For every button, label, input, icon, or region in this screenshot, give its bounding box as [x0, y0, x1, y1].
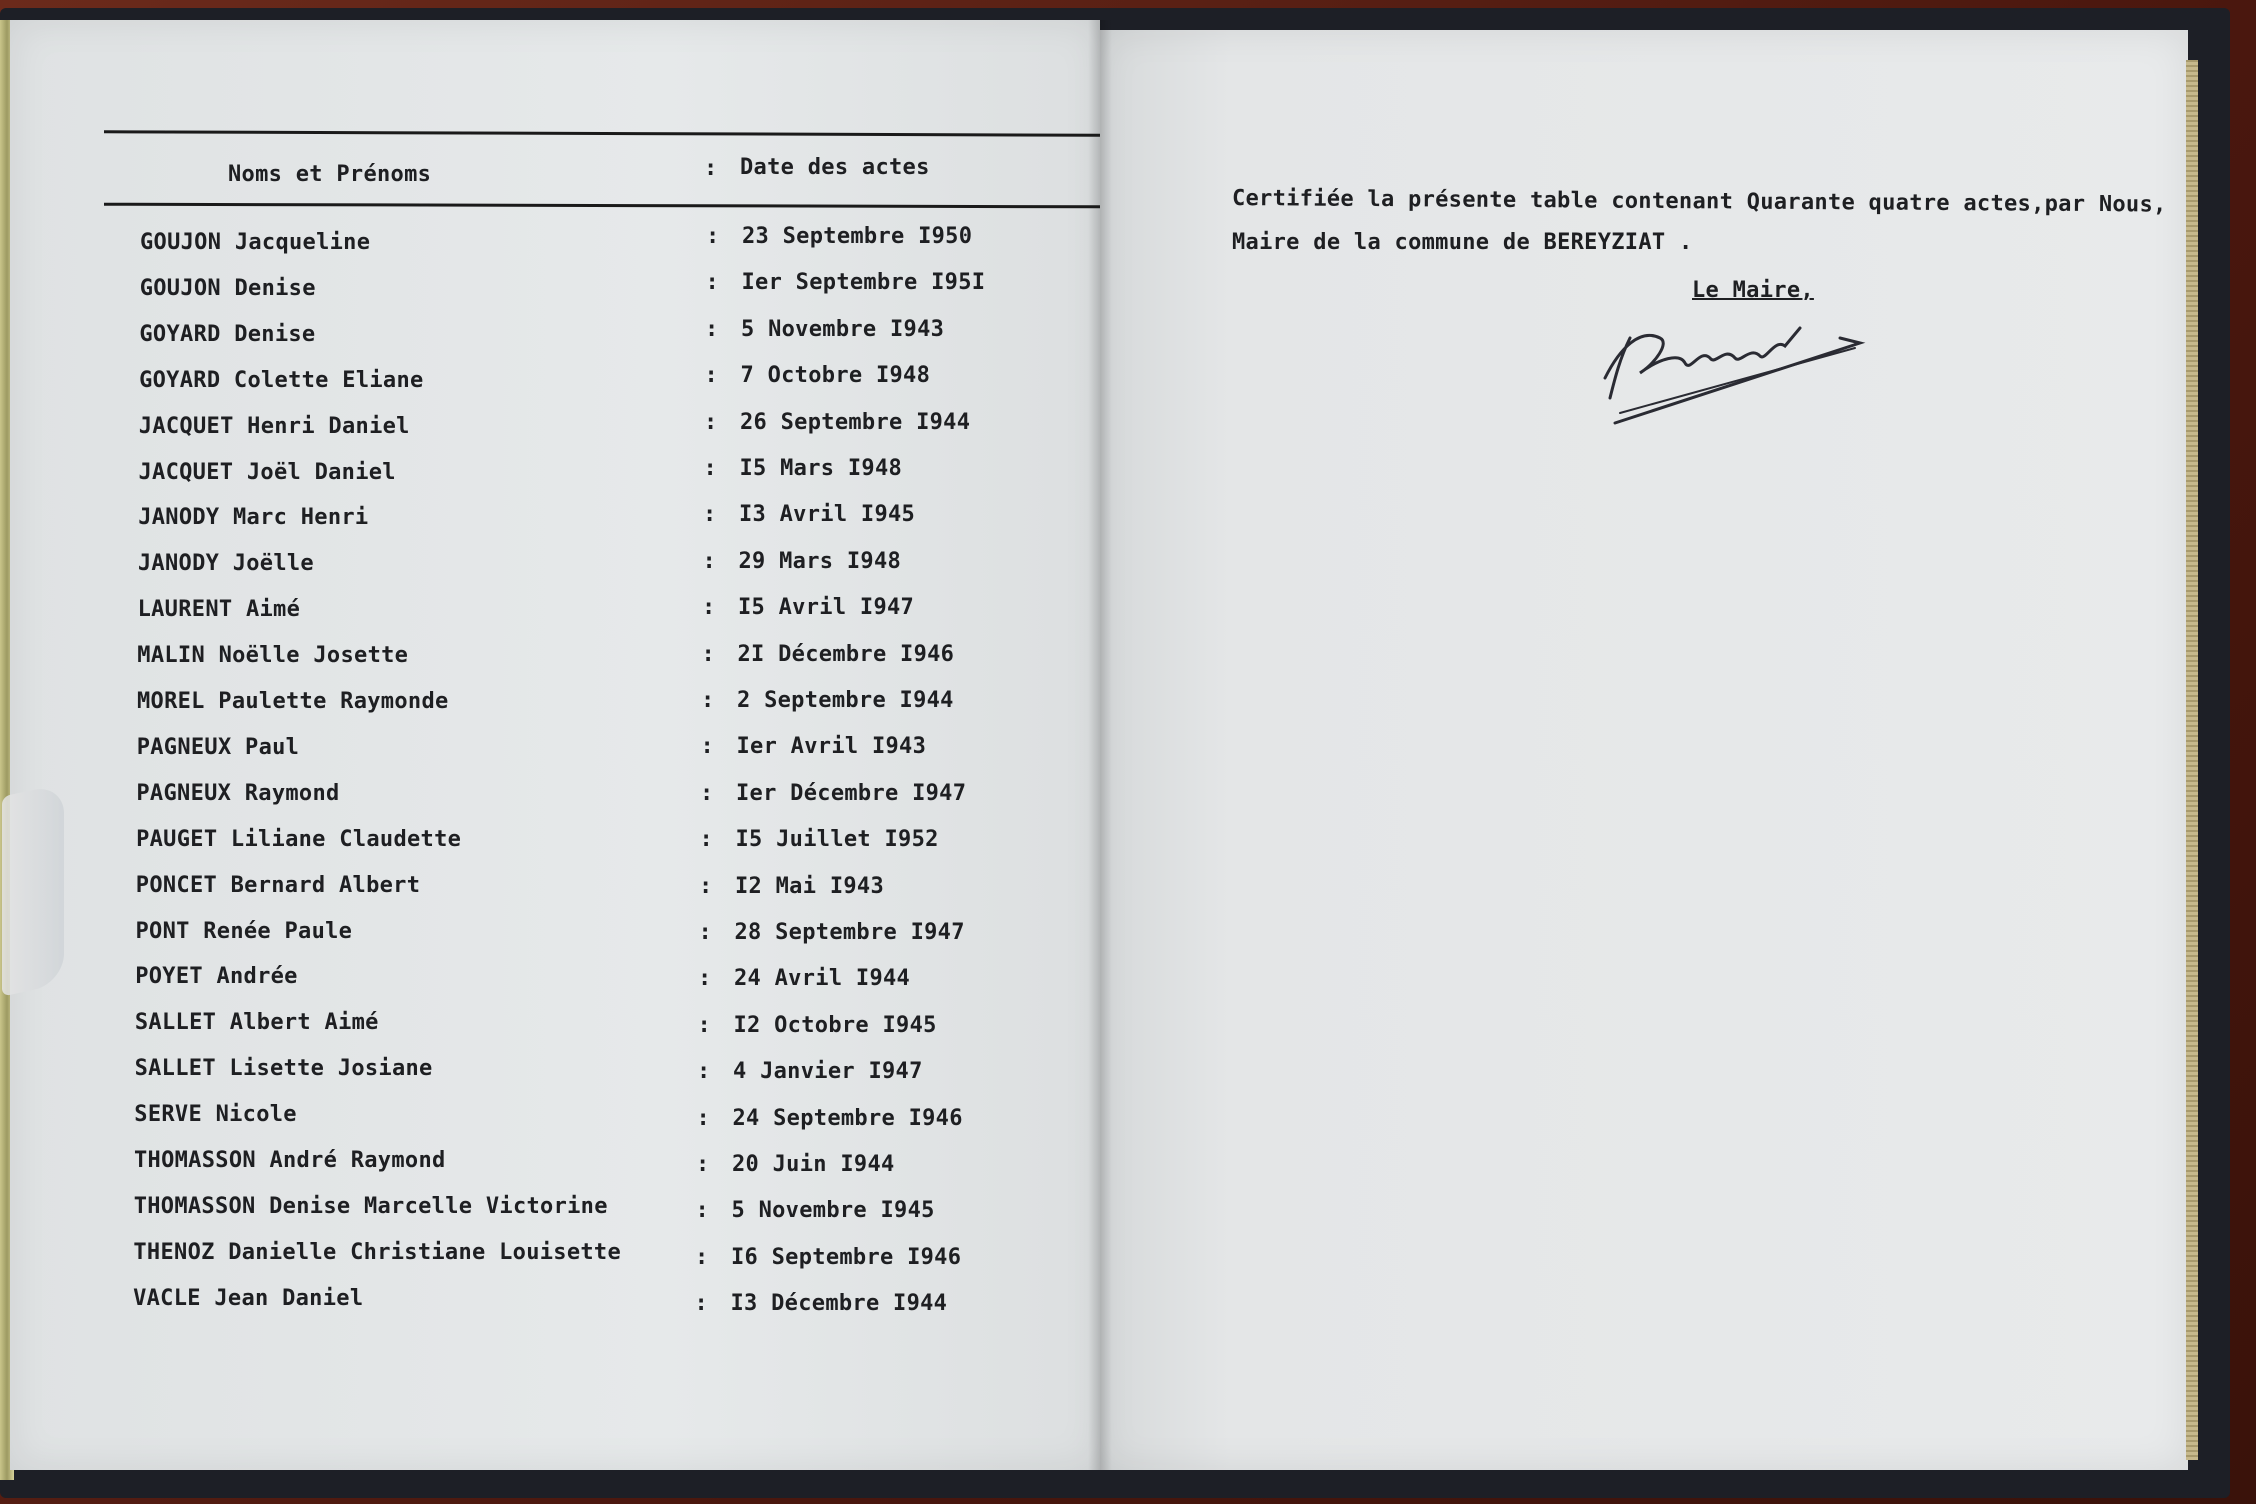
entry-date: 23 Septembre I950 [742, 224, 973, 249]
entry-date: 24 Avril I944 [734, 966, 911, 992]
entry-date: 28 Septembre I947 [734, 920, 965, 945]
entry-name: GOYARD Colette Eliane [139, 367, 424, 393]
entry-date: 7 Octobre I948 [740, 363, 931, 389]
entry-name: JACQUET Joël Daniel [138, 459, 396, 485]
entry-name: MALIN Noëlle Josette [137, 643, 409, 669]
entry-date: 2 Septembre I944 [737, 688, 954, 713]
entry-colon: : [705, 270, 719, 296]
entry-name: JACQUET Henri Daniel [138, 413, 410, 439]
entry-name: GOUJON Denise [139, 275, 316, 301]
entry-colon: : [702, 548, 716, 574]
entry-colon: : [695, 1198, 709, 1224]
entry-colon: : [703, 502, 717, 528]
entry-date: 24 Septembre I946 [732, 1105, 963, 1131]
entry-date: 5 Novembre I943 [741, 316, 945, 342]
entry-colon: : [700, 734, 714, 760]
entry-name: PAGNEUX Raymond [136, 780, 340, 806]
entry-name: GOUJON Jacqueline [140, 230, 371, 255]
entry-date: 5 Novembre I945 [731, 1198, 935, 1224]
entry-colon: : [704, 409, 718, 435]
certification-line-2: Maire de la commune de BEREYZIAT . [1232, 230, 1693, 255]
entry-colon: : [706, 224, 720, 249]
entry-name: POYET Andrée [135, 964, 298, 990]
entry-colon: : [703, 456, 717, 481]
entry-colon: : [701, 688, 715, 713]
entry-date: Ier Avril I943 [736, 734, 927, 760]
entry-name: SALLET Albert Aimé [134, 1010, 379, 1036]
entry-date: Ier Septembre I95I [741, 270, 986, 296]
entry-date: I3 Décembre I944 [730, 1291, 948, 1317]
entry-date: I5 Mars I948 [739, 456, 903, 481]
entry-name: PAUGET Liliane Claudette [136, 826, 462, 852]
entry-date: 2I Décembre I946 [737, 641, 955, 667]
entry-name: JANODY Joëlle [137, 551, 314, 577]
entry-colon: : [701, 641, 715, 667]
entry-name: PONT Renée Paule [135, 918, 353, 944]
header-names-label: Noms et Prénoms [228, 162, 432, 187]
entry-colon: : [700, 780, 714, 806]
signatory-label: Le Maire, [1692, 278, 1814, 303]
header-colon: : [704, 156, 718, 181]
entry-date: Ier Décembre I947 [736, 780, 967, 806]
entry-date: I3 Avril I945 [739, 502, 916, 528]
entry-name: MOREL Paulette Raymonde [137, 689, 449, 714]
entry-date: I5 Avril I947 [738, 595, 915, 621]
plastic-clip [2, 783, 64, 996]
entry-name: VACLE Jean Daniel [133, 1285, 364, 1311]
entry-name: THOMASSON Denise Marcelle Victorine [133, 1193, 608, 1219]
entry-colon: : [702, 595, 716, 621]
entry-colon: : [698, 966, 712, 992]
book-gutter [1088, 20, 1112, 1470]
entry-colon: : [697, 1059, 711, 1085]
entry-name: JANODY Marc Henri [138, 505, 369, 531]
entry-name: PAGNEUX Paul [136, 734, 300, 760]
entry-date: I2 Octobre I945 [733, 1012, 937, 1038]
entry-date: I6 Septembre I946 [731, 1244, 962, 1270]
entry-name: THENOZ Danielle Christiane Louisette [133, 1239, 622, 1265]
entry-colon: : [705, 316, 719, 342]
entry-date: I5 Juillet I952 [735, 827, 939, 853]
entry-name: SERVE Nicole [134, 1102, 297, 1128]
entry-date: I2 Mai I943 [735, 873, 884, 899]
entry-name: THOMASSON André Raymond [134, 1148, 446, 1173]
entry-date: 26 Septembre I944 [740, 409, 971, 435]
entry-colon: : [695, 1244, 709, 1270]
page-edges [2186, 60, 2198, 1460]
entry-colon: : [704, 363, 718, 389]
entry-date: 4 Janvier I947 [733, 1059, 923, 1085]
entry-date: 20 Juin I944 [732, 1152, 895, 1177]
header-dates-label: Date des actes [740, 155, 930, 180]
entry-name: SALLET Lisette Josiane [134, 1056, 433, 1082]
entry-name: LAURENT Aimé [137, 597, 301, 623]
entry-colon: : [698, 920, 712, 945]
entry-name: GOYARD Denise [139, 321, 316, 347]
entry-colon: : [696, 1152, 710, 1177]
entry-colon: : [699, 827, 713, 853]
entry-colon: : [694, 1291, 708, 1317]
entry-colon: : [697, 1012, 711, 1038]
entry-colon: : [699, 873, 713, 899]
entry-colon: : [696, 1105, 710, 1131]
certification-line-1: Certifiée la présente table contenant Quarante quatre actes,par Nous, [1231, 186, 2167, 218]
entry-name: PONCET Bernard Albert [135, 872, 421, 898]
entry-date: 29 Mars I948 [738, 548, 902, 574]
mayor-signature [1600, 318, 1870, 438]
